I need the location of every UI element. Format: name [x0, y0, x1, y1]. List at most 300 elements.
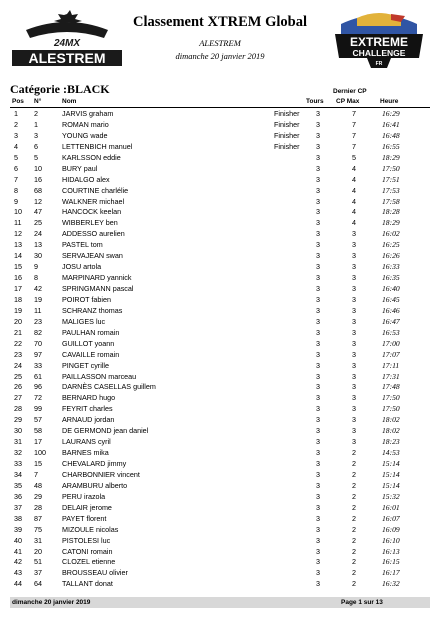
col-num-header: N° — [34, 98, 42, 105]
row-cp-max: 3 — [352, 382, 356, 392]
row-time: 17:53 — [382, 185, 400, 195]
table-row — [10, 109, 430, 120]
row-time: 17:50 — [382, 393, 400, 403]
row-num: 47 — [34, 207, 42, 217]
alestrem-logo — [8, 8, 126, 70]
row-cp-max: 3 — [352, 305, 356, 315]
table-row — [10, 547, 430, 558]
row-num: 15 — [34, 459, 42, 468]
row-name: PISTOLESI luc — [62, 535, 111, 545]
row-num: 25 — [34, 218, 42, 228]
row-pos: 29 — [14, 415, 22, 425]
row-cp-max: 2 — [352, 568, 356, 578]
table-row — [10, 175, 430, 186]
row-name: PAULHAN romain — [62, 327, 120, 337]
row-name: WALKNER michael — [62, 196, 125, 206]
row-name: PAYET florent — [62, 513, 107, 523]
row-name: DE GERMOND jean daniel — [62, 426, 149, 436]
table-row — [10, 503, 430, 514]
row-time: 18:23 — [382, 437, 400, 447]
table-row — [10, 153, 430, 164]
row-pos: 11 — [14, 218, 22, 228]
table-row — [10, 361, 430, 372]
row-name: DARNÈS CASELLAS guillem — [62, 382, 156, 392]
table-row — [10, 328, 430, 339]
table-row — [10, 525, 430, 536]
table-row — [10, 448, 430, 459]
table-row — [10, 262, 430, 273]
row-name: WIBBERLEY ben — [62, 218, 118, 228]
row-pos: 28 — [14, 404, 22, 414]
row-tours: 3 — [316, 130, 320, 140]
table-row — [10, 284, 430, 295]
row-time: 17:00 — [382, 338, 400, 348]
row-pos: 3 — [14, 130, 18, 140]
table-row — [10, 415, 430, 426]
row-num: 96 — [34, 382, 42, 392]
row-pos: 23 — [14, 349, 22, 359]
row-cp-max: 2 — [352, 480, 356, 490]
row-pos: 15 — [14, 262, 22, 272]
row-name: COURTINE charlélie — [62, 185, 129, 195]
row-name: KARLSSON eddie — [62, 152, 121, 162]
row-cp-max: 3 — [352, 316, 356, 326]
row-num: 37 — [34, 568, 42, 578]
table-row — [10, 131, 430, 142]
row-tours: 3 — [316, 491, 320, 501]
row-cp-max: 7 — [352, 119, 356, 129]
svg-text:24MX: 24MX — [53, 38, 81, 49]
row-pos: 42 — [14, 557, 22, 567]
row-name: ROMAN mario — [62, 119, 109, 129]
table-row — [10, 350, 430, 361]
row-num: 51 — [34, 557, 42, 567]
row-pos: 12 — [14, 229, 22, 239]
row-num: 75 — [34, 524, 42, 534]
table-row — [10, 306, 430, 317]
row-time: 16:47 — [382, 316, 400, 326]
table-row — [10, 186, 430, 197]
row-time: 16:32 — [382, 579, 400, 589]
row-time: 16:10 — [382, 535, 400, 545]
row-time: 14:53 — [382, 448, 400, 458]
row-cp-max: 2 — [352, 502, 356, 512]
row-time: 15:14 — [382, 469, 400, 479]
row-tours: 3 — [316, 502, 320, 512]
row-cp-max: 4 — [352, 185, 356, 195]
row-pos: 9 — [14, 196, 18, 206]
row-cp-max: 3 — [352, 294, 356, 304]
row-time: 16:02 — [382, 229, 400, 239]
row-pos: 38 — [14, 513, 22, 523]
row-cp-max: 4 — [352, 163, 356, 173]
row-name: HIDALGO alex — [62, 174, 110, 184]
table-row — [10, 481, 430, 492]
row-tours: 3 — [316, 448, 320, 458]
col-heure-header: Heure — [380, 98, 399, 105]
category-label: Catégorie :BLACK — [10, 82, 110, 96]
table-row — [10, 197, 430, 208]
event-name: ALESTREM — [199, 38, 241, 48]
row-time: 16:41 — [382, 119, 400, 129]
row-cp-max: 3 — [352, 415, 356, 425]
row-num: 28 — [34, 502, 42, 512]
table-row — [10, 470, 430, 481]
row-cp-max: 2 — [352, 524, 356, 534]
row-tours: 3 — [316, 251, 320, 261]
row-num: 23 — [34, 316, 42, 326]
row-num: 64 — [34, 579, 42, 589]
row-name: JARVIS graham — [62, 109, 114, 118]
row-pos: 13 — [14, 240, 22, 250]
row-name: CLOZEL etienne — [62, 557, 116, 567]
row-time: 16:29 — [382, 109, 400, 118]
row-cp-max: 3 — [352, 273, 356, 283]
row-name: ADDESSO aurelien — [62, 229, 125, 239]
row-tours: 3 — [316, 557, 320, 567]
row-cp-max: 3 — [352, 262, 356, 272]
svg-text:EXTREME: EXTREME — [349, 35, 409, 49]
row-name: MALIGES luc — [62, 316, 106, 326]
row-time: 18:28 — [382, 207, 400, 217]
row-pos: 26 — [14, 382, 22, 392]
row-pos: 6 — [14, 163, 18, 173]
row-tours: 3 — [316, 273, 320, 283]
row-name: LAURANS cyril — [62, 437, 111, 447]
row-time: 16:07 — [382, 513, 400, 523]
row-num: 48 — [34, 480, 42, 490]
row-cp-max: 3 — [352, 251, 356, 261]
row-time: 16:15 — [382, 557, 400, 567]
row-cp-max: 2 — [352, 579, 356, 589]
row-time: 17:11 — [382, 360, 400, 370]
row-pos: 4 — [14, 141, 18, 151]
table-row — [10, 459, 430, 470]
row-num: 33 — [34, 360, 42, 370]
row-pos: 19 — [14, 305, 22, 315]
row-tours: 3 — [316, 360, 320, 370]
row-tours: 3 — [316, 152, 320, 162]
page-title: Classement XTREM Global — [133, 14, 307, 30]
row-num: 57 — [34, 415, 42, 425]
row-cp-max: 4 — [352, 196, 356, 206]
row-cp-max: 2 — [352, 557, 356, 567]
row-name: PAILLASSON marceau — [62, 371, 137, 381]
row-name: PERU irazola — [62, 491, 106, 501]
row-name: MIZOULE nicolas — [62, 524, 119, 534]
svg-text:FR: FR — [375, 61, 383, 67]
row-cp-max: 7 — [352, 141, 356, 151]
row-num: 6 — [34, 141, 38, 151]
row-name: YOUNG wade — [62, 130, 108, 140]
col-cpmax-header: CP Max — [336, 98, 360, 105]
row-tours: 3 — [316, 404, 320, 414]
row-cp-max: 3 — [352, 426, 356, 436]
row-num: 29 — [34, 491, 42, 501]
row-pos: 32 — [14, 448, 22, 458]
row-pos: 2 — [14, 119, 18, 129]
row-tours: 3 — [316, 327, 320, 337]
row-cp-max: 3 — [352, 284, 356, 293]
row-tours: 3 — [316, 535, 320, 545]
row-tours: 3 — [316, 579, 320, 589]
row-tours: 3 — [316, 513, 320, 523]
row-tours: 3 — [316, 174, 320, 184]
row-pos: 8 — [14, 185, 18, 195]
table-row — [10, 536, 430, 547]
row-num: 68 — [34, 185, 42, 195]
row-pos: 30 — [14, 426, 22, 436]
row-pos: 24 — [14, 360, 22, 370]
row-pos: 18 — [14, 294, 22, 304]
row-time: 17:48 — [382, 382, 400, 392]
row-pos: 14 — [14, 251, 22, 261]
row-cp-max: 4 — [352, 218, 356, 228]
row-num: 9 — [34, 262, 38, 272]
table-row — [10, 120, 430, 131]
row-tours: 3 — [316, 382, 320, 392]
table-header — [10, 97, 430, 107]
row-cp-max: 3 — [352, 349, 356, 359]
footer-page: Page 1 sur 13 — [341, 599, 383, 606]
row-tours: 3 — [316, 109, 320, 118]
row-num: 72 — [34, 393, 42, 403]
row-pos: 43 — [14, 568, 22, 578]
row-time: 16:13 — [382, 546, 400, 556]
row-name: CATONI romain — [62, 546, 113, 556]
row-name: GUILLOT yoann — [62, 338, 115, 348]
table-row — [10, 339, 430, 350]
row-time: 16:09 — [382, 524, 400, 534]
row-pos: 22 — [14, 338, 22, 348]
row-num: 10 — [34, 163, 42, 173]
row-pos: 39 — [14, 524, 22, 534]
row-time: 18:29 — [382, 218, 400, 228]
row-name: BERNARD hugo — [62, 393, 116, 403]
row-time: 16:25 — [382, 240, 400, 250]
row-cp-max: 3 — [352, 338, 356, 348]
table-row — [10, 164, 430, 175]
table-row — [10, 568, 430, 579]
row-num: 70 — [34, 338, 42, 348]
row-cp-max: 3 — [352, 371, 356, 381]
row-num: 3 — [34, 130, 38, 140]
row-name: PASTEL tom — [62, 240, 103, 250]
row-time: 16:17 — [382, 568, 400, 578]
row-name: TALLANT donat — [62, 579, 113, 589]
row-tours: 3 — [316, 240, 320, 250]
row-cp-max: 2 — [352, 535, 356, 545]
row-tours: 3 — [316, 284, 320, 293]
table-row — [10, 218, 430, 229]
row-time: 17:07 — [382, 349, 400, 359]
row-tours: 3 — [316, 437, 320, 447]
row-name: ARNAUD jordan — [62, 415, 115, 425]
row-tours: 3 — [316, 568, 320, 578]
row-time: 16:26 — [382, 251, 400, 261]
row-num: 20 — [34, 546, 42, 556]
row-name: JOSU artola — [62, 262, 102, 272]
row-num: 2 — [34, 109, 38, 118]
row-tours: 3 — [316, 371, 320, 381]
row-name: SERVAJEAN swan — [62, 251, 123, 261]
row-cp-max: 4 — [352, 207, 356, 217]
row-tours: 3 — [316, 349, 320, 359]
table-row — [10, 437, 430, 448]
row-cp-max: 2 — [352, 469, 356, 479]
row-tours: 3 — [316, 546, 320, 556]
row-time: 17:58 — [382, 196, 400, 206]
table-row — [10, 317, 430, 328]
row-time: 16:40 — [382, 284, 400, 293]
row-cp-max: 3 — [352, 240, 356, 250]
row-time: 16:46 — [382, 305, 400, 315]
row-tours: 3 — [316, 196, 320, 206]
col-tours-header: Tours — [306, 98, 324, 105]
row-time: 16:53 — [382, 327, 400, 337]
row-name: ARAMBURU alberto — [62, 480, 128, 490]
row-status: Finisher — [274, 130, 300, 140]
table-row — [10, 273, 430, 284]
row-tours: 3 — [316, 415, 320, 425]
row-time: 15:14 — [382, 480, 400, 490]
row-num: 19 — [34, 294, 42, 304]
row-cp-max: 2 — [352, 448, 356, 458]
row-tours: 3 — [316, 185, 320, 195]
row-num: 7 — [34, 469, 38, 479]
row-time: 17:50 — [382, 404, 400, 414]
row-time: 15:32 — [382, 491, 400, 501]
row-status: Finisher — [274, 141, 300, 151]
row-num: 12 — [34, 196, 42, 206]
row-pos: 27 — [14, 393, 22, 403]
row-name: HANCOCK keelan — [62, 207, 122, 217]
row-name: POIROT fabien — [62, 294, 112, 304]
row-cp-max: 3 — [352, 437, 356, 447]
row-name: CHEVALARD jimmy — [62, 459, 127, 468]
row-name: MARPINARD yannick — [62, 273, 132, 283]
event-date: dimanche 20 janvier 2019 — [175, 51, 265, 61]
row-time: 15:14 — [382, 459, 400, 468]
row-name: CAVAILLE romain — [62, 349, 120, 359]
row-num: 100 — [34, 448, 46, 458]
row-tours: 3 — [316, 426, 320, 436]
row-tours: 3 — [316, 229, 320, 239]
row-tours: 3 — [316, 294, 320, 304]
row-time: 16:45 — [382, 294, 400, 304]
results-table — [10, 109, 430, 590]
row-name: FEYRIT charles — [62, 404, 113, 414]
row-pos: 40 — [14, 535, 22, 545]
row-cp-max: 7 — [352, 130, 356, 140]
table-row — [10, 514, 430, 525]
row-time: 17:50 — [382, 163, 400, 173]
row-tours: 3 — [316, 469, 320, 479]
row-name: SCHRANZ thomas — [62, 305, 123, 315]
row-num: 17 — [34, 437, 42, 447]
row-pos: 41 — [14, 546, 22, 556]
row-tours: 3 — [316, 207, 320, 217]
footer-bar — [10, 597, 430, 608]
row-pos: 35 — [14, 480, 22, 490]
row-pos: 16 — [14, 273, 22, 283]
table-row — [10, 372, 430, 383]
row-num: 24 — [34, 229, 42, 239]
table-row — [10, 295, 430, 306]
row-cp-max: 3 — [352, 327, 356, 337]
row-name: LETTENBICH manuel — [62, 141, 133, 151]
row-time: 18:29 — [382, 152, 400, 162]
table-row — [10, 426, 430, 437]
row-name: BARNES mika — [62, 448, 109, 458]
row-pos: 34 — [14, 469, 22, 479]
row-cp-max: 2 — [352, 513, 356, 523]
row-tours: 3 — [316, 480, 320, 490]
row-time: 17:31 — [382, 371, 400, 381]
row-cp-max: 2 — [352, 491, 356, 501]
row-status: Finisher — [274, 119, 300, 129]
row-num: 31 — [34, 535, 42, 545]
row-pos: 17 — [14, 284, 22, 293]
col-name-header: Nom — [62, 98, 77, 105]
row-pos: 7 — [14, 174, 18, 184]
row-tours: 3 — [316, 459, 320, 468]
row-cp-max: 5 — [352, 152, 356, 162]
row-num: 8 — [34, 273, 38, 283]
row-time: 16:01 — [382, 502, 400, 512]
row-pos: 33 — [14, 459, 22, 468]
row-tours: 3 — [316, 393, 320, 403]
row-num: 42 — [34, 284, 42, 293]
row-time: 18:02 — [382, 426, 400, 436]
row-cp-max: 3 — [352, 404, 356, 414]
row-num: 61 — [34, 371, 42, 381]
row-name: SPRINGMANN pascal — [62, 284, 134, 293]
table-row — [10, 229, 430, 240]
row-num: 58 — [34, 426, 42, 436]
header-divider — [10, 107, 430, 108]
row-tours: 3 — [316, 316, 320, 326]
table-row — [10, 404, 430, 415]
row-tours: 3 — [316, 163, 320, 173]
svg-text:CHALLENGE: CHALLENGE — [352, 48, 406, 58]
table-row — [10, 557, 430, 568]
row-cp-max: 7 — [352, 109, 356, 118]
row-tours: 3 — [316, 305, 320, 315]
table-row — [10, 240, 430, 251]
row-pos: 10 — [14, 207, 22, 217]
row-tours: 3 — [316, 262, 320, 272]
row-num: 97 — [34, 349, 42, 359]
dernier-cp-label: Dernier CP — [333, 88, 367, 95]
col-pos-header: Pos — [12, 98, 24, 105]
row-time: 16:48 — [382, 130, 400, 140]
row-pos: 5 — [14, 152, 18, 162]
table-row — [10, 142, 430, 153]
row-pos: 31 — [14, 437, 22, 447]
row-time: 16:35 — [382, 273, 400, 283]
table-row — [10, 251, 430, 262]
row-name: BURY paul — [62, 163, 98, 173]
row-num: 11 — [34, 305, 42, 315]
row-num: 99 — [34, 404, 42, 414]
table-row — [10, 393, 430, 404]
row-pos: 37 — [14, 502, 22, 512]
row-num: 30 — [34, 251, 42, 261]
row-tours: 3 — [316, 338, 320, 348]
table-row — [10, 579, 430, 590]
row-name: DELAIR jerome — [62, 502, 112, 512]
